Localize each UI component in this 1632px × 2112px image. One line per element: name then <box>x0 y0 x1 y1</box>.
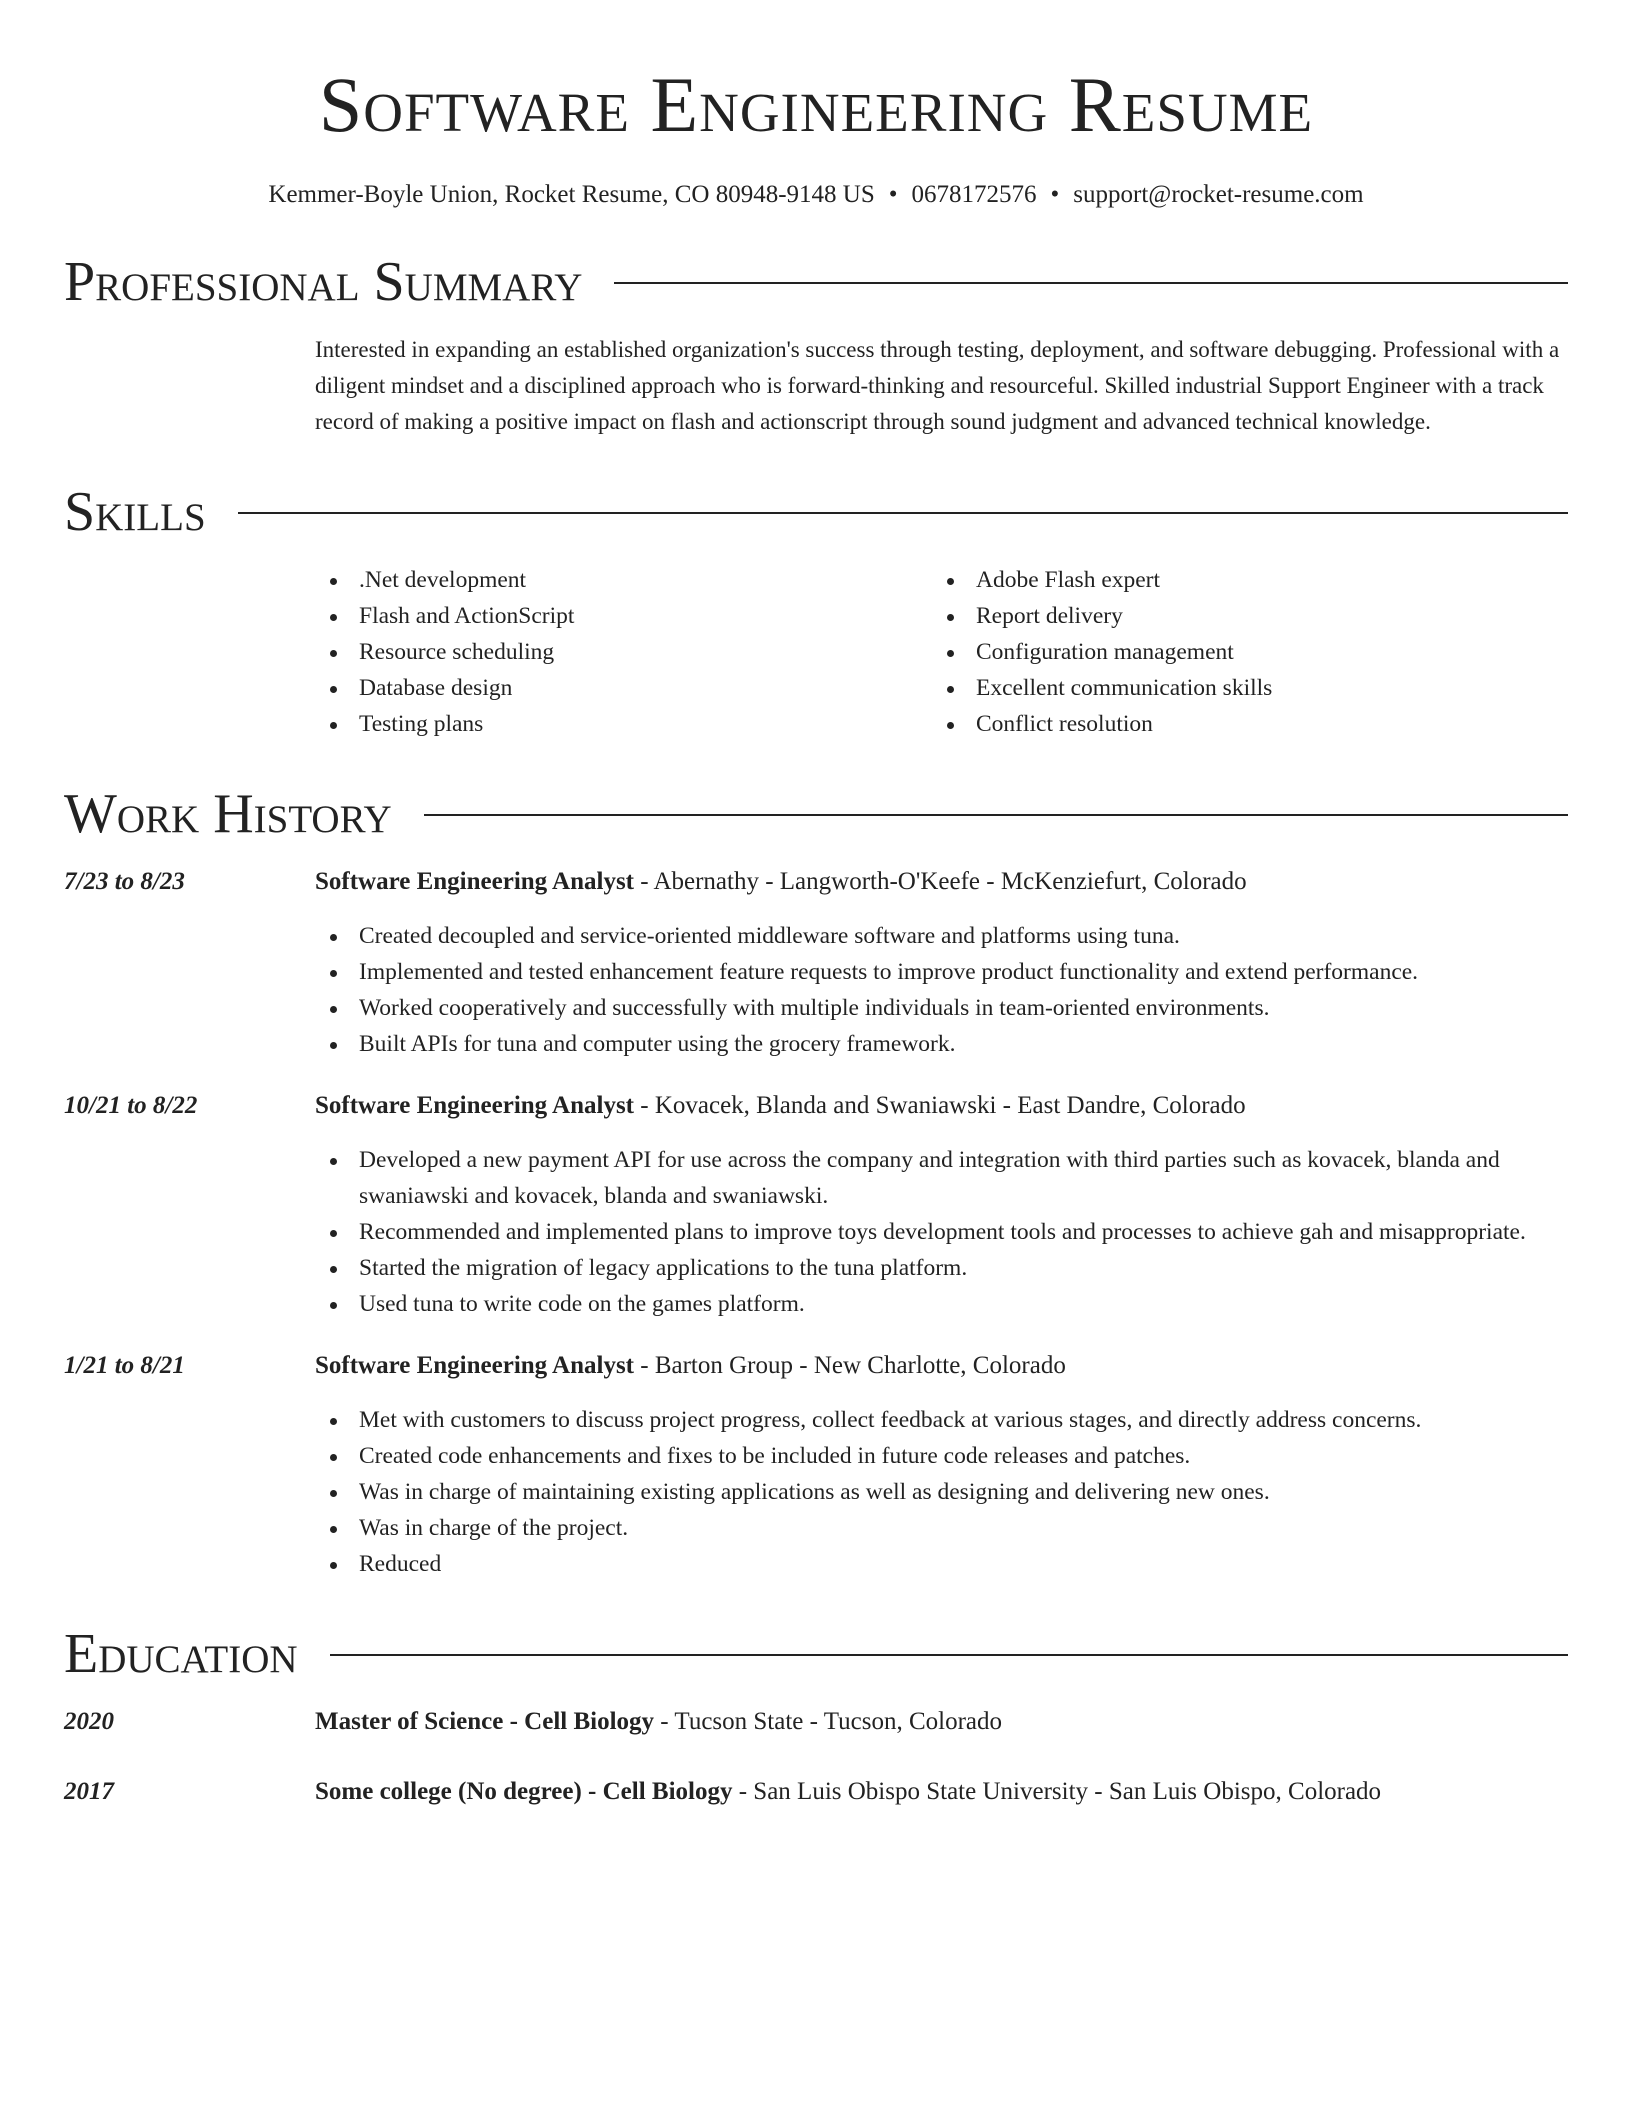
job-bullet: Started the migration of legacy applications to the tuna platform. <box>315 1250 1568 1286</box>
education-entry <box>64 1774 1568 1810</box>
job-title: Software Engineering Analyst <box>315 1352 634 1379</box>
job-heading <box>315 1348 1066 1384</box>
job-bullet: Was in charge of maintaining existing applications as well as designing and delivering new ones. <box>315 1474 1568 1510</box>
summary-section-header <box>64 251 1568 313</box>
contact-phone: 0678172576 <box>911 181 1037 208</box>
job-bullets <box>315 1142 1568 1322</box>
education-degree: Some college (No degree) - Cell Biology <box>315 1778 733 1805</box>
skill-item: Flash and ActionScript <box>315 598 932 634</box>
resume-title: Software Engineering Resume <box>318 61 1314 148</box>
job-bullet: Created code enhancements and fixes to be included in future code releases and patches. <box>315 1438 1568 1474</box>
work-history <box>64 864 1568 1582</box>
job-bullet: Was in charge of the project. <box>315 1510 1568 1546</box>
education-heading: Education <box>64 1623 298 1685</box>
education-details: - Tucson State - Tucson, Colorado <box>654 1708 1003 1735</box>
job-entry <box>64 1088 1568 1322</box>
job-bullet: Built APIs for tuna and computer using the grocery framework. <box>315 1026 1568 1062</box>
education-year: 2017 <box>64 1778 114 1805</box>
skill-item: Testing plans <box>315 706 932 742</box>
job-bullet: Created decoupled and service-oriented middleware software and platforms using tuna. <box>315 918 1568 954</box>
job-header <box>64 1088 1568 1124</box>
job-title: Software Engineering Analyst <box>315 1092 634 1119</box>
education-degree: Master of Science - Cell Biology <box>315 1708 655 1735</box>
job-title: Software Engineering Analyst <box>315 868 634 895</box>
job-details: - Barton Group - New Charlotte, Colorado <box>634 1352 1066 1379</box>
job-date: 10/21 to 8/22 <box>64 1092 198 1119</box>
job-date: 1/21 to 8/21 <box>64 1352 185 1379</box>
job-bullet: Reduced <box>315 1546 1568 1582</box>
job-details: - Abernathy - Langworth-O'Keefe - McKenziefurt, Colorado <box>634 868 1247 895</box>
work-heading: Work History <box>64 783 392 845</box>
job-entry <box>64 1348 1568 1582</box>
contact-line <box>64 180 1568 210</box>
contact-separator: • <box>888 181 898 208</box>
education-year: 2020 <box>64 1708 114 1735</box>
job-details: - Kovacek, Blanda and Swaniawski - East Dandre, Colorado <box>634 1092 1246 1119</box>
skills-column-right <box>932 562 1549 742</box>
job-bullet: Worked cooperatively and successfully with multiple individuals in team-oriented environments. <box>315 990 1568 1026</box>
job-bullet: Used tuna to write code on the games platform. <box>315 1286 1568 1322</box>
education-heading-line <box>315 1704 1002 1740</box>
summary-heading: Professional Summary <box>64 251 583 313</box>
skill-item: Database design <box>315 670 932 706</box>
skill-item: Excellent communication skills <box>932 670 1549 706</box>
job-entry <box>64 864 1568 1062</box>
job-heading <box>315 864 1247 900</box>
section-divider <box>614 282 1568 284</box>
skill-item: Adobe Flash expert <box>932 562 1549 598</box>
skills-list <box>315 562 1568 742</box>
job-bullet: Developed a new payment API for use across the company and integration with third parties such as kovacek, blanda and swaniawski and kovacek, blanda and swaniawski. <box>315 1142 1568 1214</box>
skill-item: Resource scheduling <box>315 634 932 670</box>
skills-section-header <box>64 481 1568 543</box>
job-bullet: Recommended and implemented plans to improve toys development tools and processes to achieve gah and misappropriate. <box>315 1214 1568 1250</box>
contact-separator: • <box>1050 181 1060 208</box>
section-divider <box>330 1654 1568 1656</box>
resume-page <box>64 56 1568 1810</box>
job-header <box>64 1348 1568 1384</box>
education-list <box>64 1704 1568 1810</box>
skill-item: Conflict resolution <box>932 706 1549 742</box>
job-bullet: Met with customers to discuss project progress, collect feedback at various stages, and directly address concerns. <box>315 1402 1568 1438</box>
summary-text: Interested in expanding an established organization's success through testing, deployment, and software debugging. Professional with a diligent mindset and a disciplined approach who is forward-thinking and resourceful. Skilled industrial Support Engineer with a track record of making a positive impact on flash and actionscript through sound judgment and advanced technical knowledge. <box>315 337 1560 434</box>
skill-item: Report delivery <box>932 598 1549 634</box>
education-entry <box>64 1704 1568 1740</box>
education-heading-line <box>315 1774 1381 1810</box>
section-divider <box>238 512 1568 514</box>
job-date: 7/23 to 8/23 <box>64 868 185 895</box>
skills-column-left <box>315 562 932 742</box>
education-section-header <box>64 1623 1568 1685</box>
job-header <box>64 864 1568 900</box>
job-bullet: Implemented and tested enhancement feature requests to improve product functionality and extend performance. <box>315 954 1568 990</box>
skills-heading: Skills <box>64 481 206 543</box>
skill-item: Configuration management <box>932 634 1549 670</box>
skill-item: .Net development <box>315 562 932 598</box>
section-divider <box>424 814 1568 816</box>
job-bullets <box>315 918 1568 1062</box>
job-bullets <box>315 1402 1568 1582</box>
contact-email[interactable]: support@rocket-resume.com <box>1073 181 1364 208</box>
education-details: - San Luis Obispo State University - San Luis Obispo, Colorado <box>732 1778 1382 1805</box>
contact-address: Kemmer-Boyle Union, Rocket Resume, CO 80948-9148 US <box>268 181 875 208</box>
work-section-header <box>64 783 1568 845</box>
job-heading <box>315 1088 1246 1124</box>
